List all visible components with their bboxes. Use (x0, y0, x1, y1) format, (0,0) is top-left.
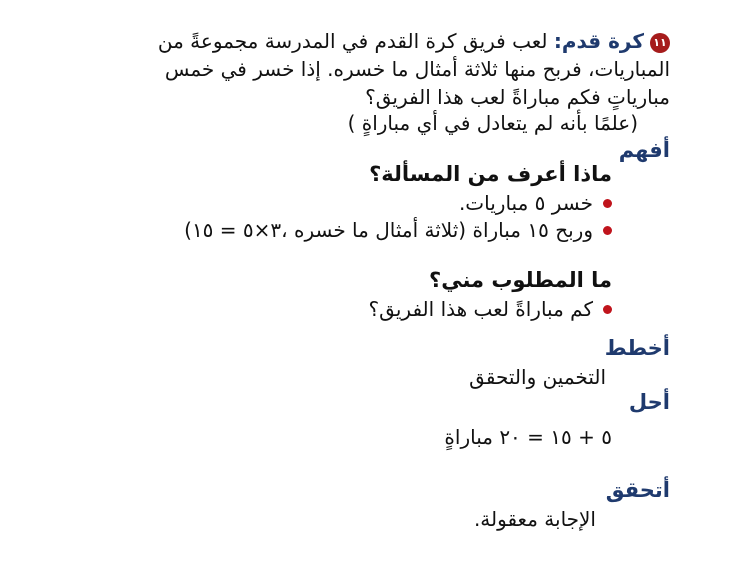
problem-number-badge: ١١ (650, 33, 670, 53)
problem-line-4: (علمًا بأنه لم يتعادل في أي مباراةٍ ) (347, 111, 638, 135)
problem-title: كرة قدم: (553, 29, 644, 53)
check-heading: أتحقق (605, 478, 670, 502)
bullet-icon (603, 305, 612, 314)
known-item-text: وربح ١٥ مباراة (ثلاثة أمثال ما خسره ،٣×٥ = ١٥) (184, 218, 593, 242)
required-item-1 (369, 296, 612, 322)
problem-line-2: المباريات، فربح منها ثلاثة أمثال ما خسره. إذا خسر في خمس (164, 57, 670, 81)
bullet-icon (603, 226, 612, 235)
understand-heading: أفهم (618, 138, 670, 162)
required-heading: ما المطلوب مني؟ (429, 268, 612, 292)
required-item-text: كم مباراةً لعب هذا الفريق؟ (368, 297, 593, 321)
problem-line-1 (158, 28, 670, 54)
problem-line-3: مبارياتٍ فكم مباراةً لعب هذا الفريق؟ (365, 85, 670, 109)
known-item-text: خسر ٥ مباريات. (458, 191, 593, 215)
problem-text-1: لعب فريق كرة القدم في المدرسة مجموعةً من (157, 29, 548, 53)
known-heading: ماذا أعرف من المسألة؟ (369, 162, 612, 186)
check-text: الإجابة معقولة. (473, 507, 596, 531)
known-item-1 (459, 190, 612, 216)
known-item-2 (184, 217, 612, 243)
plan-heading: أخطط (604, 336, 670, 360)
plan-text: التخمين والتحقق (469, 365, 606, 389)
solve-heading: أحل (628, 390, 670, 414)
solve-text: ٥ + ١٥ = ٢٠ مباراةٍ (444, 425, 612, 449)
bullet-icon (603, 199, 612, 208)
